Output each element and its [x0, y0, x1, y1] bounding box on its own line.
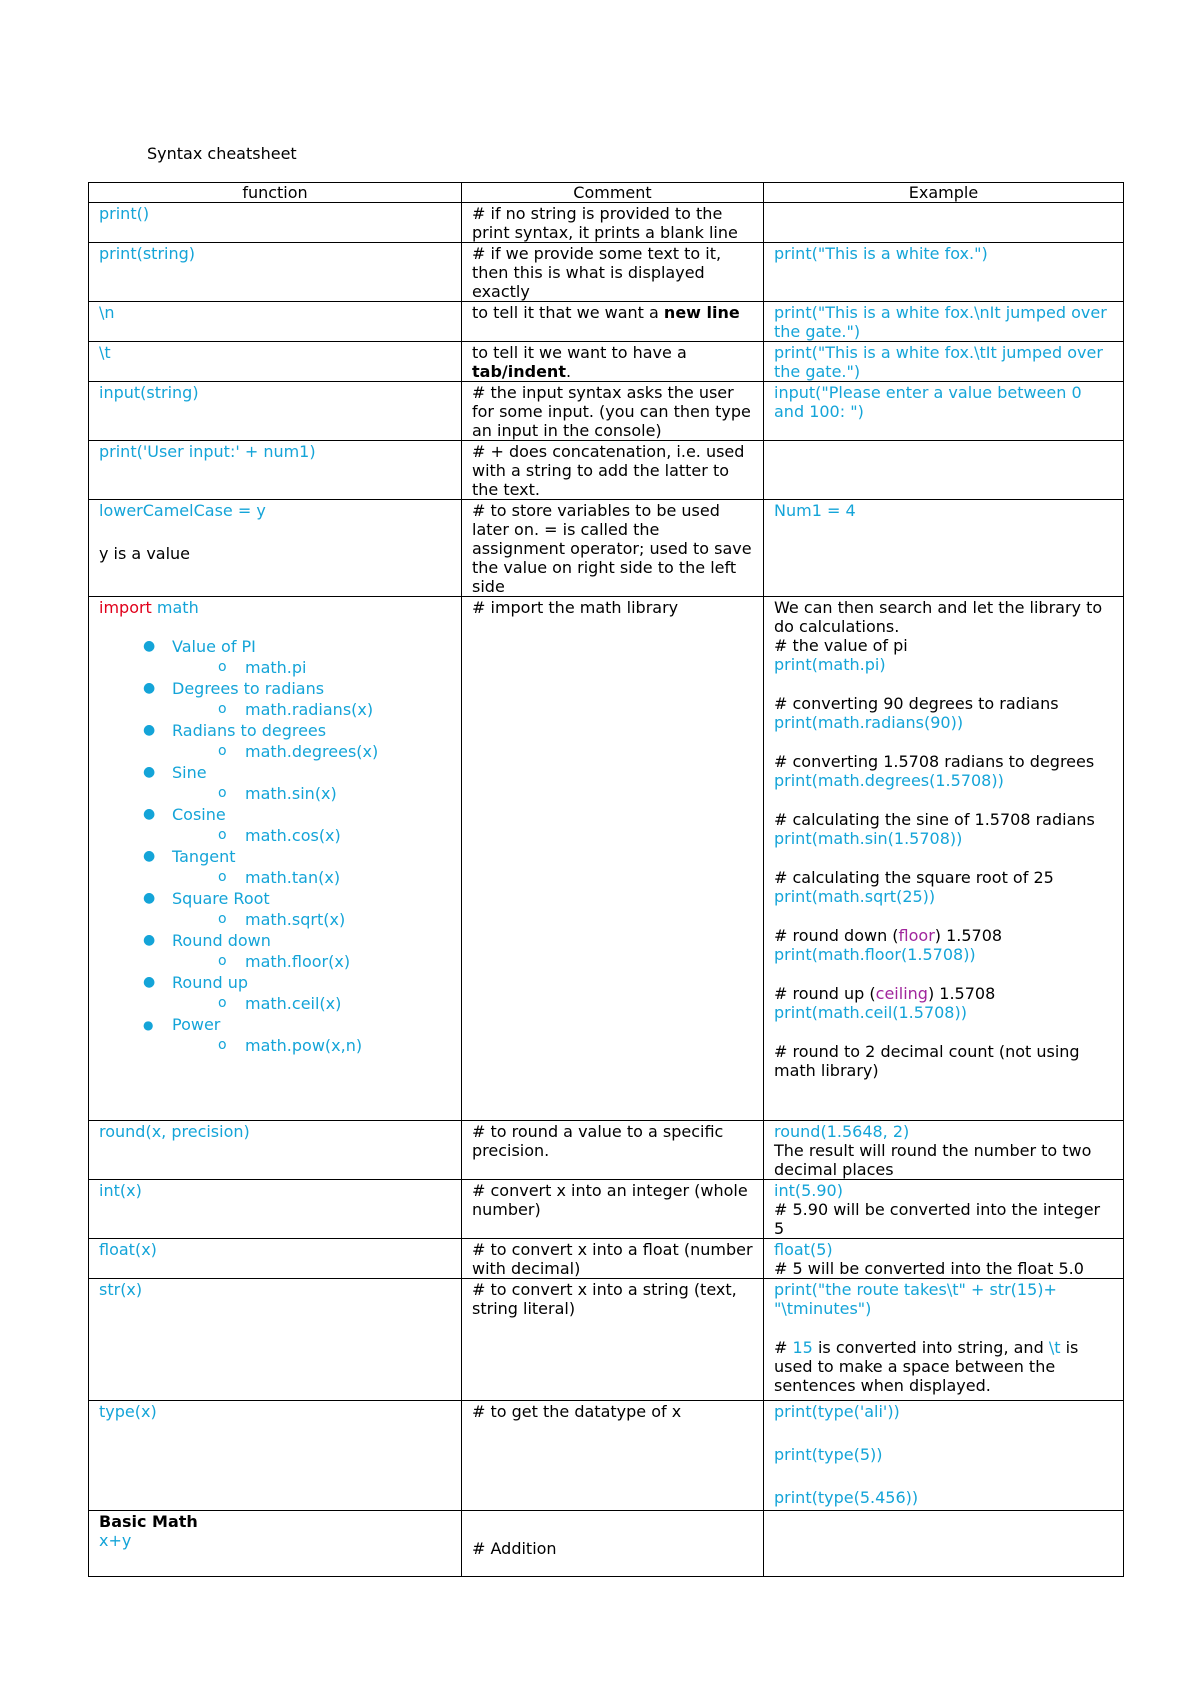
function-cell — [89, 382, 462, 441]
function-cell — [89, 500, 462, 597]
example-text: The result will round the number to two decimal places — [774, 1141, 1092, 1179]
bullet-icon: ● — [143, 764, 156, 780]
function-cell — [89, 1279, 462, 1401]
comment-cell: # if we provide some text to it, then this is what is displayed exactly — [462, 243, 764, 302]
math-item-code: math.pow(x,n) — [245, 1036, 363, 1055]
comment-cell: # if no string is provided to the print syntax, it prints a blank line — [462, 203, 764, 243]
example-cell — [764, 382, 1124, 441]
table-header-row — [89, 183, 1124, 203]
math-item-code: math.sin(x) — [245, 784, 337, 803]
math-sub-item — [99, 993, 451, 1014]
example-comment: # round to 2 decimal count (not using math library) — [774, 1042, 1080, 1080]
example-cell — [764, 302, 1124, 342]
circle-bullet-icon: o — [218, 785, 227, 801]
example-code: print(math.pi) — [774, 655, 886, 674]
note-pre: # — [774, 1338, 793, 1357]
table-row — [89, 597, 1124, 1121]
function-code: x+y — [99, 1531, 132, 1550]
function-code: str(x) — [99, 1280, 143, 1299]
example-cell — [764, 342, 1124, 382]
comment-text: to tell it we want to have a — [472, 343, 687, 362]
function-cell — [89, 1401, 462, 1511]
comment-text-end: . — [565, 362, 572, 381]
math-sub-item — [99, 783, 451, 804]
page-title: Syntax cheatsheet — [147, 144, 297, 163]
ceiling-word: ceiling — [875, 984, 928, 1003]
comment-cell: # the input syntax asks the user for some input. (you can then type an input in the console) — [462, 382, 764, 441]
note-mid: is converted into string, and — [812, 1338, 1049, 1357]
math-list-item — [99, 846, 451, 867]
function-code: print() — [99, 204, 150, 223]
function-cell — [89, 203, 462, 243]
header-example: Example — [764, 183, 1124, 203]
section-heading: Basic Math — [99, 1512, 198, 1531]
math-sub-item — [99, 657, 451, 678]
math-list-item — [99, 930, 451, 951]
math-item-label: Degrees to radians — [172, 679, 325, 698]
function-code: print('User input:' + num1) — [99, 442, 316, 461]
example-text: # 5.90 will be converted into the integer 5 — [774, 1200, 1101, 1238]
math-item-label: Value of PI — [172, 637, 256, 656]
example-code: print("This is a white fox.\nIt jumped over the gate.") — [774, 303, 1107, 341]
function-code: float(x) — [99, 1240, 157, 1259]
circle-bullet-icon: o — [218, 743, 227, 759]
example-code: print("the route takes\t" + str(15)+ "\tminutes") — [774, 1280, 1057, 1318]
module-name: math — [151, 598, 199, 617]
bullet-icon: ● — [143, 932, 156, 948]
function-cell — [89, 1121, 462, 1180]
function-cell — [89, 1511, 462, 1577]
example-comment — [774, 926, 1113, 945]
math-list-item — [99, 804, 451, 825]
table-row — [89, 1511, 1124, 1577]
example-code: print("This is a white fox.\tIt jumped over the gate.") — [774, 343, 1103, 381]
function-cell — [89, 1239, 462, 1279]
comment-text: # Addition — [472, 1539, 557, 1558]
math-list-item — [99, 972, 451, 993]
table-row — [89, 1401, 1124, 1511]
table-row — [89, 500, 1124, 597]
math-sub-item — [99, 951, 451, 972]
example-code: round(1.5648, 2) — [774, 1122, 910, 1141]
comment-pre: # round down ( — [774, 926, 899, 945]
function-code: int(x) — [99, 1181, 142, 1200]
circle-bullet-icon: o — [218, 953, 227, 969]
example-code: input("Please enter a value between 0 and 100: ") — [774, 383, 1082, 421]
comment-cell — [462, 1511, 764, 1577]
table-row — [89, 1121, 1124, 1180]
example-cell — [764, 1279, 1124, 1401]
function-code: round(x, precision) — [99, 1122, 250, 1141]
math-sub-item — [99, 699, 451, 720]
example-code: print(math.sin(1.5708)) — [774, 829, 963, 848]
function-code: print(string) — [99, 244, 196, 263]
math-functions-list — [99, 636, 451, 1056]
example-cell — [764, 1180, 1124, 1239]
circle-bullet-icon: o — [218, 701, 227, 717]
comment-text: to tell it that we want a — [472, 303, 664, 322]
math-item-code: math.pi — [245, 658, 307, 677]
math-item-label: Sine — [172, 763, 207, 782]
table-row — [89, 1239, 1124, 1279]
math-item-code: math.ceil(x) — [245, 994, 342, 1013]
table-row — [89, 203, 1124, 243]
bullet-icon: ● — [143, 890, 156, 906]
header-comment: Comment — [462, 183, 764, 203]
example-code: print(math.radians(90)) — [774, 713, 964, 732]
comment-cell: # to convert x into a string (text, string literal) — [462, 1279, 764, 1401]
math-sub-item — [99, 1035, 451, 1056]
example-cell — [764, 1401, 1124, 1511]
function-code: \t — [99, 343, 111, 362]
math-list-item — [99, 888, 451, 909]
example-code: int(5.90) — [774, 1181, 843, 1200]
example-comment: # converting 90 degrees to radians — [774, 694, 1059, 713]
example-comment: # calculating the sine of 1.5708 radians — [774, 810, 1095, 829]
math-item-label: Power — [172, 1015, 221, 1034]
example-cell — [764, 500, 1124, 597]
function-cell — [89, 302, 462, 342]
math-sub-item — [99, 867, 451, 888]
comment-cell: # convert x into an integer (whole number) — [462, 1180, 764, 1239]
math-list-item — [99, 678, 451, 699]
table-row — [89, 441, 1124, 500]
example-cell — [764, 1239, 1124, 1279]
example-comment: # converting 1.5708 radians to degrees — [774, 752, 1095, 771]
math-list-item — [99, 1014, 451, 1035]
function-cell — [89, 597, 462, 1121]
circle-bullet-icon: o — [218, 1037, 227, 1053]
example-note — [774, 1338, 1113, 1395]
example-code: Num1 = 4 — [774, 501, 856, 520]
math-item-label: Round up — [172, 973, 249, 992]
function-code: input(string) — [99, 383, 199, 402]
bullet-icon: ● — [143, 1018, 154, 1032]
example-code: print(type(5)) — [774, 1445, 883, 1464]
function-cell — [89, 342, 462, 382]
table-row — [89, 1180, 1124, 1239]
example-code: print(type(5.456)) — [774, 1488, 919, 1507]
example-code: print(math.sqrt(25)) — [774, 887, 936, 906]
circle-bullet-icon: o — [218, 659, 227, 675]
math-item-label: Tangent — [172, 847, 236, 866]
comment-cell — [462, 302, 764, 342]
math-sub-item — [99, 909, 451, 930]
comment-cell: # to round a value to a specific precision. — [462, 1121, 764, 1180]
math-item-label: Square Root — [172, 889, 270, 908]
bullet-icon: ● — [143, 848, 156, 864]
example-code: print(math.floor(1.5708)) — [774, 945, 976, 964]
example-cell — [764, 203, 1124, 243]
bullet-icon: ● — [143, 806, 156, 822]
function-code: \n — [99, 303, 115, 322]
function-cell — [89, 243, 462, 302]
math-item-label: Radians to degrees — [172, 721, 327, 740]
math-item-code: math.degrees(x) — [245, 742, 379, 761]
function-code: lowerCamelCase = y — [99, 501, 266, 520]
table-row — [89, 382, 1124, 441]
comment-post: ) 1.5708 — [927, 984, 996, 1003]
math-item-code: math.radians(x) — [245, 700, 374, 719]
function-cell — [89, 1180, 462, 1239]
math-sub-item — [99, 825, 451, 846]
example-code: float(5) — [774, 1240, 833, 1259]
example-code: print(math.degrees(1.5708)) — [774, 771, 1004, 790]
math-list-item — [99, 720, 451, 741]
comment-cell: # + does concatenation, i.e. used with a string to add the latter to the text. — [462, 441, 764, 500]
comment-bold: tab/indent — [472, 362, 566, 381]
example-cell — [764, 441, 1124, 500]
comment-pre: # round up ( — [774, 984, 876, 1003]
example-cell — [764, 1121, 1124, 1180]
comment-cell: # to get the datatype of x — [462, 1401, 764, 1511]
comment-cell — [462, 342, 764, 382]
floor-word: floor — [898, 926, 935, 945]
math-item-code: math.sqrt(x) — [245, 910, 346, 929]
example-cell — [764, 597, 1124, 1121]
bullet-icon: ● — [143, 974, 156, 990]
example-code: print(math.ceil(1.5708)) — [774, 1003, 967, 1022]
function-note: y is a value — [99, 544, 191, 563]
import-keyword: import — [99, 598, 152, 617]
cheatsheet-table — [88, 182, 1124, 1577]
circle-bullet-icon: o — [218, 827, 227, 843]
math-item-code: math.floor(x) — [245, 952, 351, 971]
note-tab: \t — [1048, 1338, 1061, 1357]
comment-cell: # to convert x into a float (number with decimal) — [462, 1239, 764, 1279]
table-row — [89, 1279, 1124, 1401]
bullet-icon: ● — [143, 638, 156, 654]
table-row — [89, 243, 1124, 302]
math-list-item — [99, 636, 451, 657]
table-row — [89, 302, 1124, 342]
example-cell — [764, 243, 1124, 302]
comment-post: ) 1.5708 — [934, 926, 1003, 945]
circle-bullet-icon: o — [218, 995, 227, 1011]
example-code: print(type('ali')) — [774, 1402, 900, 1421]
math-item-label: Cosine — [172, 805, 226, 824]
bullet-icon: ● — [143, 680, 156, 696]
comment-cell: # to store variables to be used later on. = is called the assignment operator; used to save the value on right side to the left side — [462, 500, 764, 597]
circle-bullet-icon: o — [218, 869, 227, 885]
comment-cell: # import the math library — [462, 597, 764, 1121]
example-intro: We can then search and let the library to do calculations. — [774, 598, 1103, 636]
bullet-icon: ● — [143, 722, 156, 738]
circle-bullet-icon: o — [218, 911, 227, 927]
math-list-item — [99, 762, 451, 783]
example-text: # 5 will be converted into the float 5.0 — [774, 1259, 1084, 1278]
note-post: is used to make a space between the sentences when displayed. — [774, 1338, 1079, 1395]
table-row — [89, 342, 1124, 382]
example-comment — [774, 984, 1113, 1003]
math-item-code: math.cos(x) — [245, 826, 341, 845]
math-item-code: math.tan(x) — [245, 868, 341, 887]
math-sub-item — [99, 741, 451, 762]
function-code: type(x) — [99, 1402, 157, 1421]
example-cell — [764, 1511, 1124, 1577]
example-code: print("This is a white fox.") — [774, 244, 988, 263]
function-cell — [89, 441, 462, 500]
math-item-label: Round down — [172, 931, 271, 950]
comment-bold: new line — [663, 303, 740, 322]
example-comment: # calculating the square root of 25 — [774, 868, 1054, 887]
note-number: 15 — [792, 1338, 813, 1357]
header-function: function — [89, 183, 462, 203]
example-comment: # the value of pi — [774, 636, 908, 655]
